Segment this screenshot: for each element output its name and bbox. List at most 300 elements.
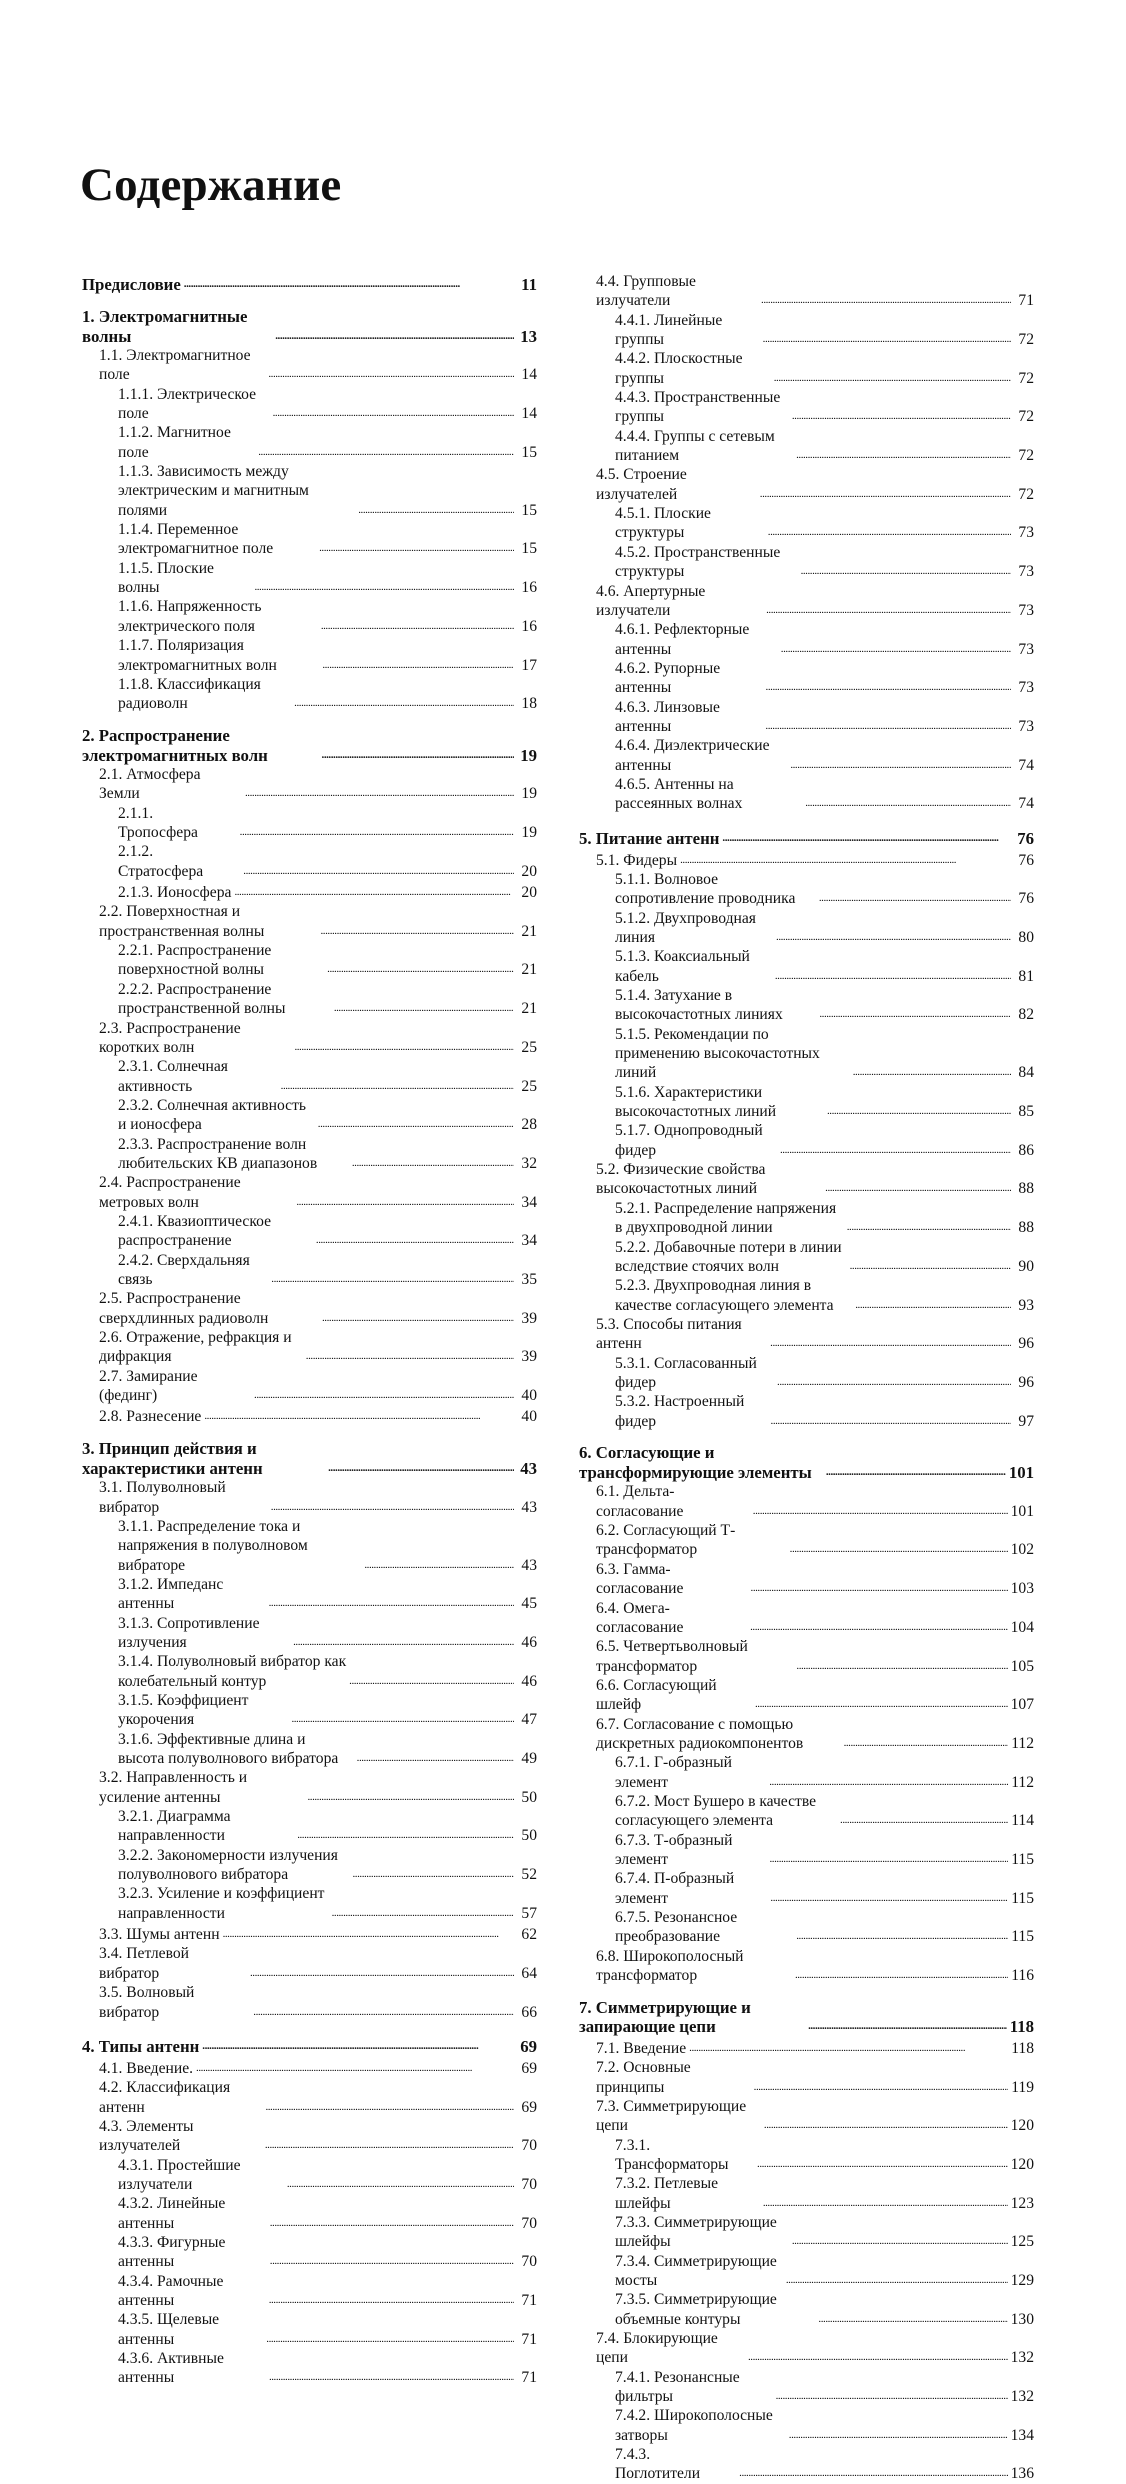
toc-page-number: 120 (1010, 2155, 1034, 2173)
toc-page-number: 116 (1011, 1967, 1034, 1985)
dot-leader (753, 1500, 1008, 1521)
dot-leader (754, 2076, 1009, 2097)
toc-page-number: 15 (521, 501, 537, 519)
toc-page-number: 25 (521, 1077, 537, 1095)
toc-entry-title: 5.1.1. Волновое сопротивление проводника (615, 870, 796, 908)
toc-column-right (579, 272, 1034, 2484)
toc-entry-title: 3.1.3. Сопротивление излучения (118, 1614, 260, 1651)
toc-entry-title: 4.6.5. Антенны на рассеянных волнах (615, 775, 743, 813)
toc-entry-title: 7.4.1. Резонансные фильтры (615, 2368, 740, 2406)
dot-leader (780, 1139, 1011, 1160)
toc-page-number: 15 (521, 540, 537, 558)
toc-entry-title: 5.1.6. Характеристики высокочастотных линий (615, 1083, 777, 1121)
toc-entry-title: 2.1.2. Стратосфера (118, 843, 204, 880)
toc-page-number: 69 (520, 2037, 537, 2057)
toc-entry (579, 986, 1034, 1025)
dot-leader (825, 1177, 1011, 1198)
toc-page-number: 70 (521, 2137, 537, 2155)
toc-entry (579, 582, 1034, 621)
toc-entry-title: 5.1.3. Коаксиальный кабель (615, 948, 750, 985)
toc-entry (82, 423, 537, 462)
toc-chapter (579, 826, 1034, 849)
toc-entry (82, 2233, 537, 2272)
dot-leader (296, 1191, 514, 1212)
toc-page-number: 86 (1018, 1141, 1034, 1159)
dot-leader (321, 615, 514, 636)
dot-leader (805, 792, 1011, 813)
dot-leader (334, 997, 514, 1018)
dot-leader (196, 2057, 514, 2078)
dot-leader (250, 1962, 514, 1983)
toc-entry-title: 4.4.1. Линейные группы (615, 311, 723, 349)
toc-entry (579, 2406, 1034, 2445)
toc-entry-title: 7.3.3. Симметрирующие шлейфы (615, 2213, 777, 2251)
toc-chapter (82, 2034, 537, 2057)
dot-leader (306, 1345, 514, 1366)
toc-page-number: 19 (521, 785, 537, 803)
toc-entry-title: 6.4. Омега-согласование (596, 1599, 684, 1636)
toc-entry-title: 7.3. Симметрирующие цепи (596, 2097, 747, 2135)
dot-leader (352, 1152, 514, 1173)
toc-page-number: 69 (521, 2059, 537, 2077)
dot-leader (769, 1771, 1008, 1792)
toc-page-number: 17 (521, 656, 537, 674)
toc-page-number: 119 (1011, 2078, 1034, 2096)
toc-entry (82, 559, 537, 598)
toc-page-number: 125 (1010, 2233, 1034, 2251)
toc-page-number: 115 (1011, 1889, 1034, 1907)
toc-entry (82, 1367, 537, 1406)
toc-page-number: 103 (1010, 1580, 1034, 1598)
toc-page-number: 114 (1011, 1812, 1034, 1830)
toc-page-number: 105 (1010, 1657, 1034, 1675)
toc-page-number: 14 (521, 405, 537, 423)
dot-leader (240, 821, 514, 842)
toc-page-number: 40 (521, 1408, 537, 1426)
toc-entry (82, 2117, 537, 2156)
toc-entry-title: 3.2.1. Диаграмма направленности (118, 1808, 231, 1845)
toc-page-number: 120 (1010, 2117, 1034, 2135)
dot-leader (801, 560, 1011, 581)
toc-chapter (82, 726, 537, 765)
toc-entry-title: 4.2. Классификация антенн (99, 2079, 231, 2116)
dot-leader (777, 1371, 1011, 1392)
toc-entry-title: 2.5. Распространение сверхдлинных радиоволн (99, 1290, 269, 1327)
toc-page-number: 50 (521, 1788, 537, 1806)
toc-entry (579, 2329, 1034, 2368)
toc-entry-title: 2.2. Поверхностная и пространственная волны (99, 903, 265, 940)
toc-entry-title: 2.8. Разнесение (99, 1408, 202, 1426)
toc-chapter (82, 1439, 537, 1478)
toc-page-number: 13 (520, 326, 537, 346)
toc-entry-title: 3.1.2. Импеданс антенны (118, 1575, 224, 1613)
toc-entry-title: 2.2.1. Распространение поверхностной волны (118, 942, 272, 979)
toc-entry-title: 7.3.1. Трансформаторы (615, 2136, 729, 2173)
dot-leader (322, 743, 514, 766)
toc-page-number: 76 (1018, 851, 1034, 869)
dot-leader (294, 692, 514, 713)
toc-entry-title: 6.7.5. Резонансное преобразование (615, 1909, 738, 1946)
toc-page-number: 118 (1011, 2039, 1034, 2057)
toc-page-number: 136 (1010, 2465, 1034, 2483)
dot-leader (776, 926, 1011, 947)
dot-leader (755, 1693, 1008, 1714)
toc-entry-title: 4.4.3. Пространственные группы (615, 389, 781, 426)
toc-entry-title: 2.1.1. Тропосфера (118, 804, 198, 842)
toc-entry-title: 4.5.1. Плоские структуры (615, 505, 711, 542)
dot-leader (771, 1410, 1011, 1431)
toc-entry (82, 385, 537, 424)
dot-leader (271, 1496, 514, 1517)
toc-page-number: 28 (521, 1116, 537, 1134)
toc-entry (579, 1392, 1034, 1431)
toc-entry (82, 1652, 537, 1691)
toc-page-number: 35 (521, 1270, 537, 1288)
toc-entry (579, 1199, 1034, 1238)
toc-entry-title: 3.2. Направленность и усиление антенны (99, 1769, 248, 1806)
toc-entry-title: 4.6.2. Рупорные антенны (615, 659, 721, 697)
toc-page-number: 21 (521, 922, 537, 940)
toc-entry-title: 5.2.1. Распределение напряжения в двухпроводной линии (615, 1199, 837, 1237)
dot-leader (319, 537, 514, 558)
dot-leader (855, 1294, 1011, 1315)
dot-leader (853, 1061, 1011, 1082)
toc-page-number: 47 (521, 1711, 537, 1729)
toc-entry (579, 1947, 1034, 1986)
dot-leader (349, 1670, 514, 1691)
toc-entry-title: 4.5. Строение излучателей (596, 466, 687, 503)
toc-entry-title: 1.1.1. Электрическое поле (118, 385, 257, 423)
toc-entry-title: 1.1.3. Зависимость между электрическим и магнитным полями (118, 463, 309, 519)
toc-entry (579, 311, 1034, 350)
toc-page-number: 72 (1018, 331, 1034, 349)
toc-page-number: 90 (1018, 1257, 1034, 1275)
dot-leader (364, 1554, 514, 1575)
toc-page-number: 73 (1018, 563, 1034, 581)
dot-leader (826, 1460, 1006, 1483)
toc-entry-title: 6.1. Дельта-согласование (596, 1483, 684, 1520)
dot-leader (781, 638, 1011, 659)
toc-page-number: 25 (521, 1038, 537, 1056)
dot-leader (281, 1075, 514, 1096)
toc-entry (579, 1160, 1034, 1199)
dot-leader (792, 2230, 1008, 2251)
dot-leader (204, 1405, 514, 1426)
toc-page-number: 20 (521, 862, 537, 880)
dot-leader (258, 441, 514, 462)
toc-page-number: 16 (521, 579, 537, 597)
toc-page-number: 40 (521, 1387, 537, 1405)
toc-entry (579, 2058, 1034, 2097)
dot-leader (819, 1003, 1011, 1024)
toc-entry-title: 4.3.4. Рамочные антенны (118, 2272, 224, 2309)
toc-page-number: 66 (521, 2003, 537, 2021)
toc-entry (82, 765, 537, 804)
dot-leader (266, 2328, 514, 2349)
toc-page-number: 71 (521, 2330, 537, 2348)
toc-entry (579, 1025, 1034, 1083)
dot-leader (223, 1923, 514, 1944)
dot-leader (827, 1100, 1011, 1121)
toc-page-number: 96 (1018, 1373, 1034, 1391)
toc-page-number: 132 (1010, 2388, 1034, 2406)
toc-entry-title: 4.1. Введение. (99, 2059, 194, 2077)
toc-entry (82, 1923, 537, 1944)
dot-leader (265, 2134, 514, 2155)
toc-entry-title: 2.7. Замирание (фединг) (99, 1367, 198, 1405)
toc-entry (82, 1730, 537, 1769)
toc-entry-title: 6.8. Широкополосный трансформатор (596, 1947, 744, 1985)
dot-leader (795, 1964, 1008, 1985)
dot-leader (764, 2114, 1008, 2135)
toc-entry-title: 4.6.4. Диэлектрические антенны (615, 737, 770, 774)
toc-page-number: 93 (1018, 1296, 1034, 1314)
dot-leader (184, 272, 514, 295)
toc-entry-title: 4.4.2. Плоскостные группы (615, 350, 743, 387)
toc-column-left (82, 272, 537, 2388)
dot-leader (786, 2269, 1008, 2290)
toc-entry-title: 5.1.2. Двухпроводная линия (615, 909, 756, 946)
dot-leader (761, 289, 1011, 310)
toc-entry (82, 1846, 537, 1885)
toc-entry-title: 3.1.5. Коэффициент укорочения (118, 1692, 249, 1729)
toc-entry-title: 4.3. Элементы излучателей (99, 2117, 194, 2155)
toc-entry-title: 6.7. Согласование с помощью дискретных радиокомпонентов (596, 1715, 804, 1752)
toc-page-number: 104 (1010, 1618, 1034, 1636)
dot-leader (789, 2424, 1008, 2445)
toc-page-number: 74 (1018, 795, 1034, 813)
toc-entry-title: 4.5.2. Пространственные структуры (615, 543, 781, 581)
toc-entry-title: 5.2. Физические свойства высокочастотных линий (596, 1161, 766, 1198)
toc-page-number: 88 (1018, 1180, 1034, 1198)
toc-page-number: 73 (1018, 524, 1034, 542)
toc-entry (579, 1599, 1034, 1638)
dot-leader (792, 405, 1011, 426)
toc-page-number: 70 (521, 2214, 537, 2232)
toc-entry (82, 842, 537, 881)
toc-page-number: 71 (521, 2291, 537, 2309)
toc-entry (82, 675, 537, 714)
toc-entry (82, 1251, 537, 1290)
dot-leader (254, 576, 514, 597)
toc-page-number: 72 (1018, 369, 1034, 387)
toc-page-number: 101 (1010, 1502, 1034, 1520)
toc-entry (82, 1478, 537, 1517)
dot-leader (328, 1456, 514, 1479)
toc-entry-title: 7.2. Основные принципы (596, 2059, 691, 2096)
dot-leader (287, 2173, 514, 2194)
dot-leader (357, 1747, 514, 1768)
toc-entry (82, 1884, 537, 1923)
toc-page-number: 34 (521, 1232, 537, 1250)
toc-entry (579, 2213, 1034, 2252)
toc-entry (82, 636, 537, 675)
dot-leader (321, 920, 515, 941)
toc-entry-title: 6. Согласующие и трансформирующие элементы (579, 1443, 812, 1482)
dot-leader (270, 2212, 514, 2233)
dot-leader (307, 1786, 514, 1807)
dot-leader (689, 2037, 1008, 2058)
dot-leader (265, 2096, 514, 2117)
toc-entry (579, 1276, 1034, 1315)
toc-page-number: 15 (521, 443, 537, 461)
toc-entry (579, 1315, 1034, 1354)
toc-page-number: 71 (1018, 292, 1034, 310)
toc-entry-title: 7.1. Введение (596, 2039, 687, 2057)
toc-entry-title: 7.4.3. Поглотители (615, 2446, 701, 2483)
toc-entry (579, 1083, 1034, 1122)
toc-entry-title: 6.7.3. Т-образный элемент (615, 1831, 733, 1868)
toc-entry-title: 6.7.4. П-образный элемент (615, 1870, 735, 1907)
toc-page-number: 118 (1009, 2017, 1034, 2037)
toc-page-number: 74 (1018, 756, 1034, 774)
toc-entry-title: 3.1.4. Полуволновый вибратор как колебательный контур (118, 1653, 347, 1690)
toc-entry-title: 3.2.2. Закономерности излучения полуволнового вибратора (118, 1846, 338, 1884)
toc-entry-title: 5. Питание антенн (579, 829, 720, 849)
toc-page-number: 73 (1018, 679, 1034, 697)
toc-entry (579, 2252, 1034, 2291)
toc-entry-title: 5.3. Способы питания антенн (596, 1315, 742, 1353)
toc-entry-title: 1.1.7. Поляризация электромагнитных волн (118, 637, 277, 674)
dot-leader (297, 1824, 514, 1845)
toc-entry-title: 4.3.2. Линейные антенны (118, 2195, 226, 2232)
toc-entry-title: 3.2.3. Усиление и коэффициент направленности (118, 1885, 325, 1922)
toc-page-number: 129 (1010, 2272, 1034, 2289)
toc-page-number: 88 (1018, 1219, 1034, 1237)
toc-entry (579, 2097, 1034, 2136)
toc-entry-title: 2.3.2. Солнечная активность и ионосфера (118, 1096, 307, 1134)
toc-entry (579, 698, 1034, 737)
toc-entry-title: 3.5. Волновый вибратор (99, 1984, 195, 2021)
toc-page-number: 34 (521, 1193, 537, 1211)
dot-leader (722, 826, 1011, 849)
toc-entry-title: 4.6.3. Линзовые антенны (615, 698, 720, 735)
toc-entry-title: 3. Принцип действия и характеристики антенн (82, 1439, 263, 1478)
toc-page-number: 39 (521, 1309, 537, 1327)
toc-entry (579, 272, 1034, 311)
toc-entry-title: 4.3.3. Фигурные антенны (118, 2233, 226, 2271)
toc-entry (82, 1807, 537, 1846)
toc-page-number: 45 (521, 1595, 537, 1613)
toc-entry (579, 736, 1034, 775)
toc-page-number: 76 (1018, 890, 1034, 908)
dot-leader (844, 1732, 1009, 1753)
toc-entry (579, 349, 1034, 388)
toc-page-number: 76 (1017, 829, 1034, 849)
toc-entry (579, 870, 1034, 909)
toc-entry-title: 1.1.4. Переменное электромагнитное поле (118, 521, 274, 558)
dot-leader (269, 2366, 514, 2387)
dot-leader (840, 1809, 1008, 1830)
toc-page-number: 50 (521, 1827, 537, 1845)
toc-page-number: 101 (1008, 1462, 1034, 1482)
toc-entry (82, 1517, 537, 1575)
toc-entry (82, 2156, 537, 2195)
toc-page-number: 72 (1018, 408, 1034, 426)
toc-entry-title: 1.1.2. Магнитное поле (118, 424, 231, 461)
toc-entry-title: 4.6. Апертурные излучатели (596, 582, 706, 619)
dot-leader (270, 2250, 514, 2271)
toc-page-number: 72 (1018, 447, 1034, 465)
toc-entry-title: 5.2.3. Двухпроводная линия в качестве согласующего элемента (615, 1277, 834, 1314)
dot-leader (748, 2346, 1008, 2367)
toc-page-number: 73 (1018, 640, 1034, 658)
toc-entry (579, 775, 1034, 814)
toc-chapter (82, 272, 537, 295)
toc-entry (82, 2349, 537, 2388)
dot-leader (253, 2001, 514, 2022)
toc-page-number: 69 (521, 2098, 537, 2116)
dot-leader (327, 958, 514, 979)
toc-page-number: 73 (1018, 717, 1034, 735)
dot-leader (294, 1036, 514, 1057)
dot-leader (353, 1863, 515, 1884)
toc-entry-title: 6.5. Четвертьволновый трансформатор (596, 1638, 748, 1675)
toc-page-number: 84 (1018, 1064, 1034, 1082)
toc-page-number: 21 (521, 1000, 537, 1018)
toc-page-number: 43 (521, 1556, 537, 1574)
toc-entry-title: 7.4. Блокирующие цепи (596, 2330, 718, 2367)
toc-entry (579, 1354, 1034, 1393)
toc-entry-title: 6.3. Гамма-согласование (596, 1560, 684, 1598)
toc-page-number: 107 (1010, 1696, 1034, 1714)
toc-entry-title: 2. Распространение электромагнитных волн (82, 726, 268, 765)
toc-entry (82, 1983, 537, 2022)
dot-leader (775, 965, 1011, 986)
dot-leader (818, 2308, 1007, 2329)
toc-entry (82, 1135, 537, 1174)
toc-entry-title: 5.3.2. Настроенный фидер (615, 1393, 745, 1430)
toc-chapter (579, 1998, 1034, 2037)
toc-entry-title: 4. Типы антенн (82, 2037, 200, 2057)
toc-page-number: 49 (521, 1750, 537, 1768)
toc-entry (82, 1768, 537, 1807)
dot-leader (275, 324, 514, 347)
toc-page-number: 16 (521, 617, 537, 635)
toc-entry-title: 7.3.5. Симметрирующие объемные контуры (615, 2291, 777, 2328)
toc-page-number: 97 (1018, 1412, 1034, 1430)
dot-leader (318, 1113, 514, 1134)
toc-entry (579, 909, 1034, 948)
toc-entry (82, 1575, 537, 1614)
toc-entry-title: 7.3.4. Симметрирующие мосты (615, 2252, 777, 2289)
toc-entry (579, 388, 1034, 427)
toc-page-number: 52 (521, 1866, 537, 1884)
toc-entry-title: 6.6. Согласующий шлейф (596, 1676, 717, 1714)
dot-leader (739, 2462, 1007, 2483)
toc-page-number: 115 (1011, 1850, 1034, 1868)
toc-entry (579, 1560, 1034, 1599)
toc-page-number: 32 (521, 1154, 537, 1172)
toc-entry (82, 2078, 537, 2117)
toc-entry (579, 659, 1034, 698)
toc-page-number: 62 (521, 1926, 537, 1944)
toc-entry-title: 7.4.2. Широкополосные затворы (615, 2407, 773, 2444)
toc-entry (579, 2368, 1034, 2407)
toc-page-number: 81 (1018, 967, 1034, 985)
toc-entry (579, 1676, 1034, 1715)
dot-leader (790, 1538, 1008, 1559)
dot-leader (796, 1925, 1008, 1946)
toc-page-number: 19 (521, 824, 537, 842)
toc-page-number: 96 (1018, 1335, 1034, 1353)
toc-page-number: 70 (521, 2175, 537, 2193)
toc-entry (82, 1173, 537, 1212)
toc-entry (82, 2194, 537, 2233)
toc-entry-title: 3.1.6. Эффективные длина и высота полуволнового вибратора (118, 1730, 339, 1768)
toc-entry-title: 4.4.4. Группы с сетевым питанием (615, 427, 775, 465)
dot-leader (850, 1255, 1011, 1276)
